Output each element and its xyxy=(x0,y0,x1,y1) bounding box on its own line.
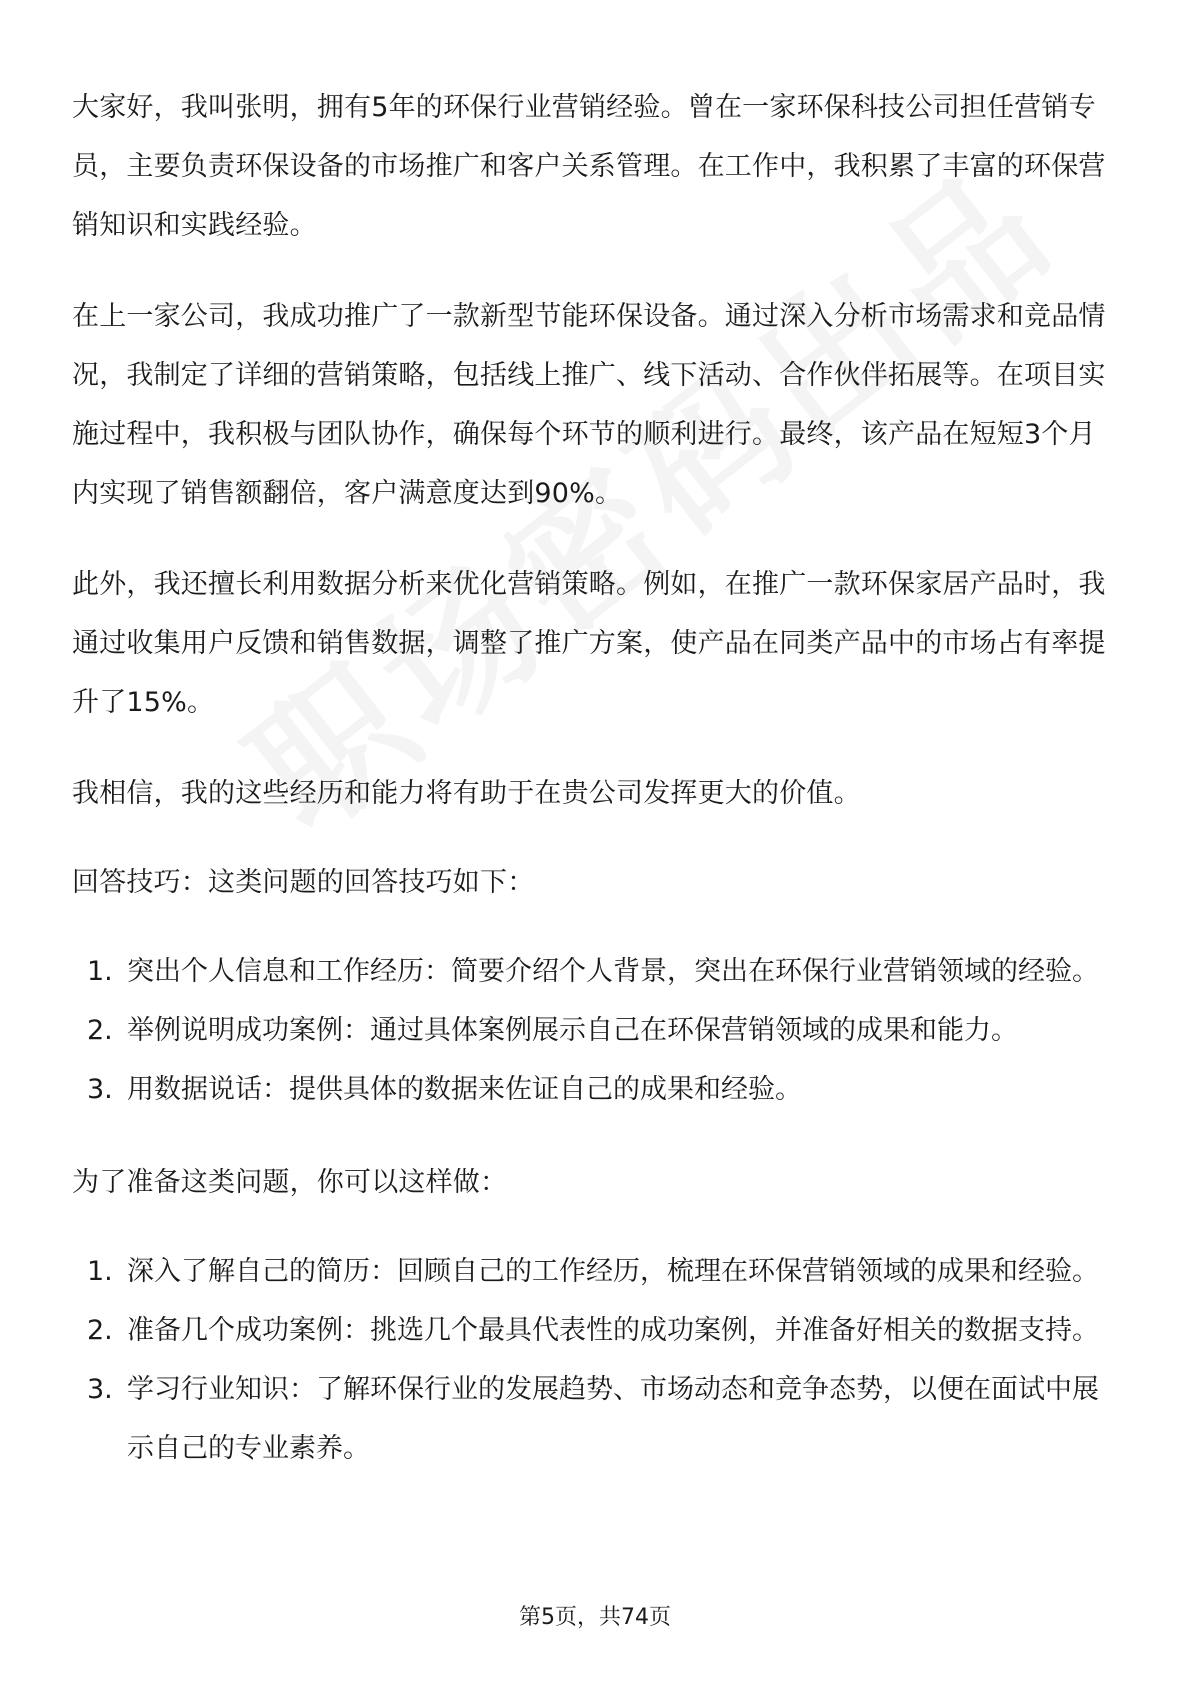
list-item-text: 举例说明成功案例：通过具体案例展示自己在环保营销领域的成果和能力。 xyxy=(127,1015,1018,1046)
list-item-number: 1. xyxy=(87,956,113,987)
prep-list xyxy=(72,1242,1120,1478)
intro-paragraph: 大家好，我叫张明，拥有5年的环保行业营销经验。曾在一家环保科技公司担任营销专员，主要负责环保设备的市场推广和客户关系管理。在工作中，我积累了丰富的环保营销知识和实践经验。 xyxy=(72,92,1106,241)
list-item-text: 突出个人信息和工作经历：简要介绍个人背景，突出在环保行业营销领域的经验。 xyxy=(127,956,1099,987)
page-footer: 第5页，共74页 xyxy=(519,1605,671,1630)
tips-list xyxy=(72,942,1120,1119)
list-item-number: 3. xyxy=(87,1374,113,1405)
list-item-number: 2. xyxy=(87,1015,113,1046)
list-item xyxy=(72,942,1120,1001)
list-item xyxy=(72,1360,1120,1478)
list-item xyxy=(72,1060,1120,1119)
closing-paragraph: 我相信，我的这些经历和能力将有助于在贵公司发挥更大的价值。 xyxy=(72,778,861,809)
data-analysis-paragraph: 此外，我还擅长利用数据分析来优化营销策略。例如，在推广一款环保家居产品时，我通过收集用户反馈和销售数据，调整了推广方案，使产品在同类产品中的市场占有率提升了15%。 xyxy=(72,569,1106,718)
list-item-number: 1. xyxy=(87,1256,113,1287)
list-item-text: 学习行业知识：了解环保行业的发展趋势、市场动态和竞争态势，以便在面试中展示自己的专业素养。 xyxy=(127,1374,1099,1464)
list-item xyxy=(72,1301,1120,1360)
list-item-text: 用数据说话：提供具体的数据来佐证自己的成果和经验。 xyxy=(127,1074,802,1105)
list-item-number: 2. xyxy=(87,1315,113,1346)
list-item-text: 准备几个成功案例：挑选几个最具代表性的成功案例，并准备好相关的数据支持。 xyxy=(127,1315,1099,1346)
document-body xyxy=(72,78,1120,1512)
tips-heading: 回答技巧：这类问题的回答技巧如下： xyxy=(72,867,535,898)
list-item xyxy=(72,1001,1120,1060)
list-item-text: 深入了解自己的简历：回顾自己的工作经历，梳理在环保营销领域的成果和经验。 xyxy=(127,1256,1099,1287)
list-item xyxy=(72,1242,1120,1301)
prep-heading: 为了准备这类问题，你可以这样做： xyxy=(72,1167,508,1198)
success-case-paragraph: 在上一家公司，我成功推广了一款新型节能环保设备。通过深入分析市场需求和竞品情况，我制定了详细的营销策略，包括线上推广、线下活动、合作伙伴拓展等。在项目实施过程中，我积极与团队协作，确保每个环节的顺利进行。最终，该产品在短短3个月内实现了销售额翻倍，客户满意度达到90%。 xyxy=(72,301,1106,509)
list-item-number: 3. xyxy=(87,1074,113,1105)
